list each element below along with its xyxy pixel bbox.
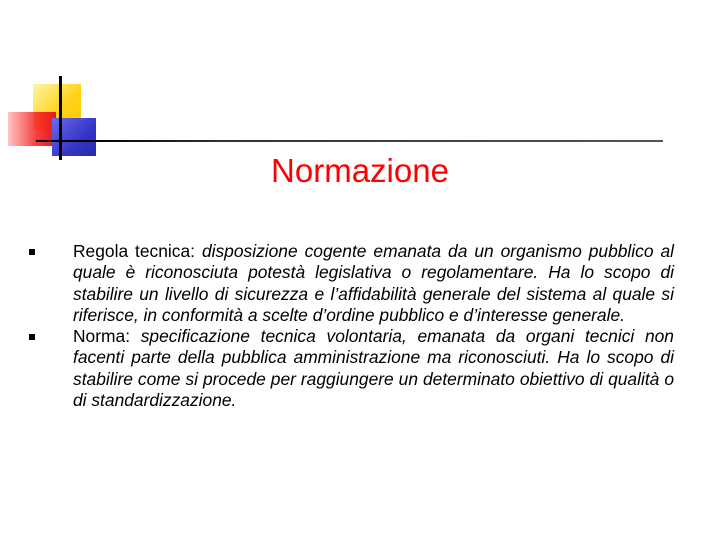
bullet-term: Regola tecnica [73,241,191,261]
title-underline-rule [36,140,663,142]
bullet-item-regola-tecnica [26,241,674,326]
bullet-term: Norma [73,326,126,347]
slide-title-text: Normazione [271,152,449,189]
square-bullet-icon [29,334,35,340]
bullet-definition: disposizione cogente emanata da un organismo pubblico al quale è riconosciuta potestà legislativa o regolamentare. Ha lo scopo di stabilire un livello di sicurezza e l’affidabilità generale del sistema al quale si riferisce, in conformità a scelte d’ordine pubblico e d’interesse generale. [73,241,674,325]
bullet-separator: : [190,241,202,261]
bullet-list [26,241,674,411]
square-bullet-icon [29,249,35,255]
bullet-separator: : [125,326,141,347]
bullet-item-norma [26,326,674,411]
slide-title [0,152,720,190]
decorative-vertical-line [59,76,62,160]
bullet-definition: specificazione tecnica volontaria, emanata da organi tecnici non facenti parte della pubblica amministrazione ma riconosciuti. Ha lo scopo di stabilire come si procede per raggiungere un determinato obiettivo di qualità o di standardizzazione. [73,326,674,411]
